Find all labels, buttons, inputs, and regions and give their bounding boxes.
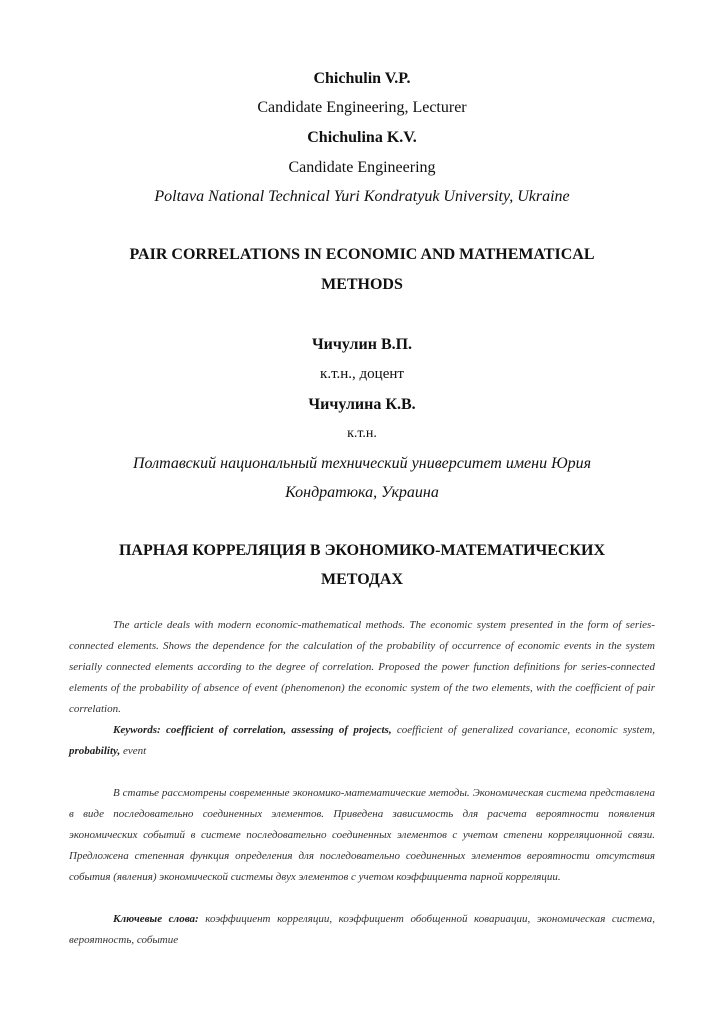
paper-title-en-line2: METHODS bbox=[321, 276, 403, 293]
keywords-ru-text: коэффициент корреляции, коэффициент обобщенной ковариации, экономическая система, вероятность, событие bbox=[69, 913, 655, 946]
keywords-en-plain-2: event bbox=[120, 745, 147, 757]
keywords-ru bbox=[69, 909, 655, 951]
abstract-en bbox=[69, 615, 655, 720]
abstract-en-text: The article deals with modern economic-mathematical methods. The economic system presented in the form of series-connected elements. Shows the dependence for the calculation of the probability of occurrence of economic events in the system serially connected elements according to the degree of correlation. Proposed the power function definitions for series-connected elements of the probability of absence of event (phenomenon) the economic system of the two elements, with the coefficient of pair correlation. bbox=[69, 619, 655, 715]
affiliation-ru-line1: Полтавский национальный технический университет имени Юрия bbox=[132, 455, 592, 472]
author1-name-ru: Чичулин В.П. bbox=[311, 336, 413, 353]
author2-title-ru: к.т.н. bbox=[347, 426, 377, 441]
author1-title-en: Candidate Engineering, Lecturer bbox=[257, 99, 467, 116]
author1-title-ru: к.т.н., доцент bbox=[320, 366, 404, 382]
affiliation-ru-line2: Кондратюка, Украина bbox=[285, 484, 439, 501]
paper-title-ru-line1: ПАРНАЯ КОРРЕЛЯЦИЯ В ЭКОНОМИКО-МАТЕМАТИЧЕСКИХ bbox=[118, 542, 606, 559]
keywords-en-label: Keywords: bbox=[113, 724, 161, 736]
keywords-en-bold-1: coefficient of correlation, assessing of projects, bbox=[166, 724, 392, 736]
affiliation-en: Poltava National Technical Yuri Kondratyuk University, Ukraine bbox=[154, 188, 570, 205]
abstract-ru bbox=[69, 783, 655, 888]
author2-name-ru: Чичулина К.В. bbox=[308, 396, 416, 413]
author1-name-en: Chichulin V.P. bbox=[313, 70, 411, 87]
paper-title-en-line1: PAIR CORRELATIONS IN ECONOMIC AND MATHEMATICAL bbox=[129, 246, 595, 263]
keywords-ru-label: Ключевые слова: bbox=[113, 913, 199, 925]
keywords-en bbox=[69, 720, 655, 762]
keywords-en-plain-1: coefficient of generalized covariance, economic system, bbox=[391, 724, 656, 736]
paper-title-ru-line2: МЕТОДАХ bbox=[321, 571, 403, 588]
abstract-ru-text: В статье рассмотрены современные экономико-математические методы. Экономическая система представлена в виде последовательно соединенных элементов. Приведена зависимость для расчета вероятности появления экономических событий в системе последовательно соединенных элементов с учетом степени корреляционной связи. Предложена степенная функция определения для последовательно соединенных элементов вероятности отсутствия события (явления) экономической системы двух элементов с учетом коэффициента парной корреляции. bbox=[69, 787, 655, 883]
author2-title-en: Candidate Engineering bbox=[288, 159, 436, 176]
author2-name-en: Chichulina K.V. bbox=[307, 129, 417, 146]
keywords-en-bold-2: probability, bbox=[69, 745, 121, 757]
